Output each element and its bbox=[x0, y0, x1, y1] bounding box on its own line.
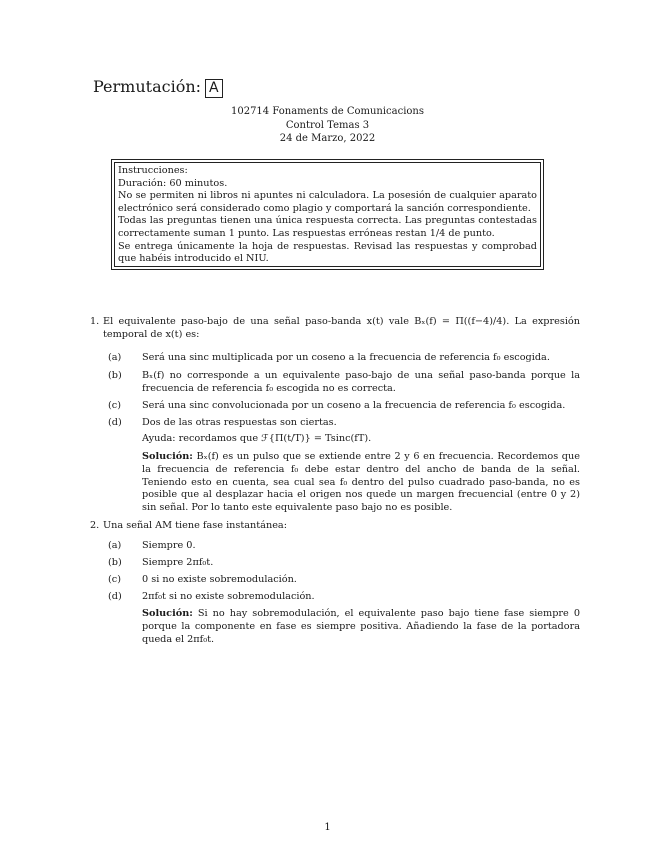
solution-text: Si no hay sobremodulación, el equivalente paso bajo tiene fase siempre 0 porque la componente en fase es siempre positiva. Añadiendo la fase de la portadora queda el 2πf₀t. bbox=[142, 608, 580, 645]
solution-label: Solución: bbox=[142, 608, 193, 619]
question-1 bbox=[90, 316, 580, 342]
option-label: (c) bbox=[108, 574, 121, 585]
solution-label: Solución: bbox=[142, 451, 193, 462]
course-title: 102714 Fonaments de Comunicacions bbox=[230, 106, 425, 117]
exam-title: Control Temas 3 bbox=[285, 119, 370, 131]
option-text: Dos de las otras respuestas son ciertas. bbox=[142, 417, 337, 428]
option-label: (d) bbox=[108, 591, 122, 602]
option-label: (a) bbox=[108, 352, 122, 363]
question-1-option-d[interactable] bbox=[108, 417, 580, 430]
instructions-box bbox=[111, 159, 544, 270]
question-2 bbox=[90, 520, 580, 533]
option-text: Bₓ(f) no corresponde a un equivalente paso-bajo de una señal paso-banda porque la frecuencia de referencia f₀ escogida no es correcta. bbox=[142, 370, 580, 394]
option-label: (d) bbox=[108, 417, 122, 428]
question-number: 1. bbox=[90, 316, 100, 327]
question-1-hint: Ayuda: recordamos que ℱ{Π(t/T)} = Tsinc(fT). bbox=[142, 433, 372, 444]
exam-date: 24 de Marzo, 2022 bbox=[279, 133, 376, 144]
instructions-duration: Duración: 60 minutos. bbox=[118, 177, 228, 189]
permutation-label: Permutación: bbox=[93, 77, 202, 96]
exam-header bbox=[0, 105, 655, 146]
question-2-option-d[interactable] bbox=[108, 591, 580, 604]
question-text: Una señal AM tiene fase instantánea: bbox=[103, 520, 287, 531]
option-label: (b) bbox=[108, 370, 122, 381]
option-label: (c) bbox=[108, 400, 121, 411]
solution-text: Bₓ(f) es un pulso que se extiende entre 2 y 6 en frecuencia. Recordemos que la frecuencia de referencia f₀ debe estar dentro del ancho de banda de la señal. Teniendo esto en cuenta, sea cual sea f₀ dentro del pulso cuadrado paso-banda, no es posible que al desplazar hacia el origen nos quede un margen frecuencial (entre 0 y 2) sin señal. Por lo tanto este equivalente paso bajo no es posible. bbox=[142, 451, 580, 514]
question-1-solution bbox=[142, 451, 580, 515]
instructions-scoring: Todas las preguntas tienen una única respuesta correcta. Las preguntas contestadas correctamente suman 1 punto. Las respuestas erróneas restan 1/4 de punto. bbox=[118, 215, 537, 239]
option-text: 0 si no existe sobremodulación. bbox=[142, 574, 297, 585]
question-text: El equivalente paso-bajo de una señal paso-banda x(t) vale Bₓ(f) = Π((f−4)/4). La expresión temporal de x(t) es: bbox=[103, 316, 580, 340]
question-2-option-a[interactable] bbox=[108, 540, 580, 553]
question-number: 2. bbox=[90, 520, 100, 531]
option-label: (b) bbox=[108, 557, 122, 568]
question-1-option-b[interactable] bbox=[108, 370, 580, 396]
option-label: (a) bbox=[108, 540, 122, 551]
option-text: Siempre 2πf₀t. bbox=[142, 557, 214, 568]
question-1-option-a[interactable] bbox=[108, 352, 580, 365]
permutation-heading bbox=[93, 77, 223, 98]
instructions-content bbox=[114, 162, 541, 267]
page-number: 1 bbox=[324, 822, 331, 833]
instructions-submission: Se entrega únicamente la hoja de respuestas. Revisad las respuestas y comprobad que habéis introducido el NIU. bbox=[118, 240, 537, 265]
option-text: 2πf₀t si no existe sobremodulación. bbox=[142, 591, 315, 602]
instructions-materials: No se permiten ni libros ni apuntes ni calculadora. La posesión de cualquier aparato electrónico será considerado como plagio y comportará la sanción correspondiente. bbox=[118, 190, 537, 214]
question-2-solution bbox=[142, 608, 580, 646]
question-2-option-c[interactable] bbox=[108, 574, 580, 587]
permutation-value-box: A bbox=[205, 79, 223, 98]
question-2-option-b[interactable] bbox=[108, 557, 580, 570]
option-text: Será una sinc multiplicada por un coseno a la frecuencia de referencia f₀ escogida. bbox=[142, 352, 550, 363]
question-1-option-c[interactable] bbox=[108, 400, 580, 413]
instructions-title: Instrucciones: bbox=[118, 165, 188, 176]
option-text: Siempre 0. bbox=[142, 540, 196, 551]
option-text: Será una sinc convolucionada por un coseno a la frecuencia de referencia f₀ escogida. bbox=[142, 400, 566, 411]
